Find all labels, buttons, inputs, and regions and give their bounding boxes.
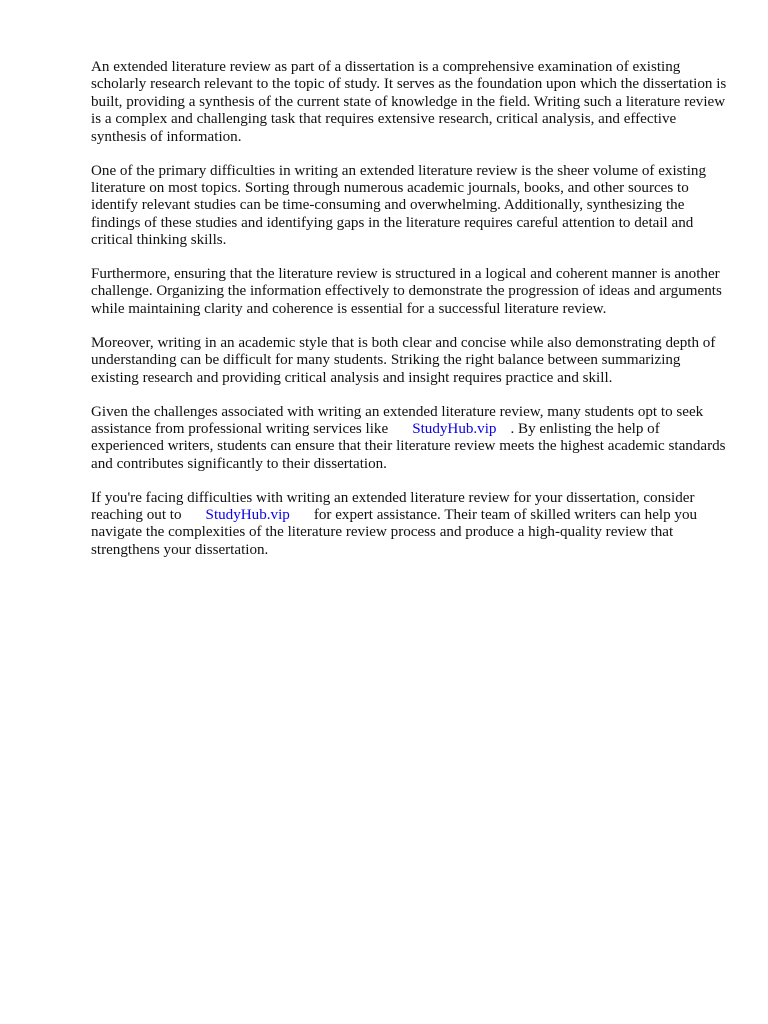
paragraph-assistance-text-before: Given the challenges associated with writing an extended literature review, many students opt to seek assistance from professional writing services like (91, 403, 704, 437)
studyhub-link-2[interactable]: StudyHub.vip (205, 507, 290, 524)
paragraph-structure: Furthermore, ensuring that the literature review is structured in a logical and coherent manner is another challenge. Organizing the information effectively to demonstrate the progression of ideas and arguments while maintaining clarity and coherence is essential for a successful literature review. (91, 266, 722, 317)
paragraph-style: Moreover, writing in an academic style that is both clear and concise while also demonstrating depth of understanding can be difficult for many students. Striking the right balance between summarizing existing research and providing critical analysis and insight requires practice and skill. (91, 334, 716, 386)
paragraph-call-to-action (91, 490, 731, 560)
paragraph-assistance (91, 404, 731, 474)
paragraph-cta-text-before: If you're facing difficulties with writing an extended literature review for your dissertation, consider reaching out to (91, 489, 695, 524)
paragraph-intro: An extended literature review as part of a dissertation is a comprehensive examination of existing scholarly research relevant to the topic of study. It serves as the foundation upon which the dissertation is built, providing a synthesis of the current state of knowledge in the field. Writing such a literature review is a complex and challenging task that requires extensive research, critical analysis, and effective synthesis of information. (91, 59, 727, 145)
document-body (91, 59, 731, 576)
paragraph-cta-text-after: for expert assistance. Their team of skilled writers can help you navigate the complexities of the literature review process and produce a high-quality review that strengthens your dissertation. (91, 507, 698, 558)
studyhub-link[interactable]: StudyHub.vip (412, 420, 497, 437)
paragraph-difficulties: One of the primary difficulties in writing an extended literature review is the sheer volume of existing literature on most topics. Sorting through numerous academic journals, books, and other sources to identify relevant studies can be time-consuming and overwhelming. Additionally, synthesizing the findings of these studies and identifying gaps in the literature requires careful attention to detail and critical thinking skills. (91, 162, 707, 249)
paragraph-assistance-text-after: . By enlisting the help of experienced writers, students can ensure that their literature review meets the highest academic standards and contributes significantly to their dissertation. (91, 420, 726, 472)
